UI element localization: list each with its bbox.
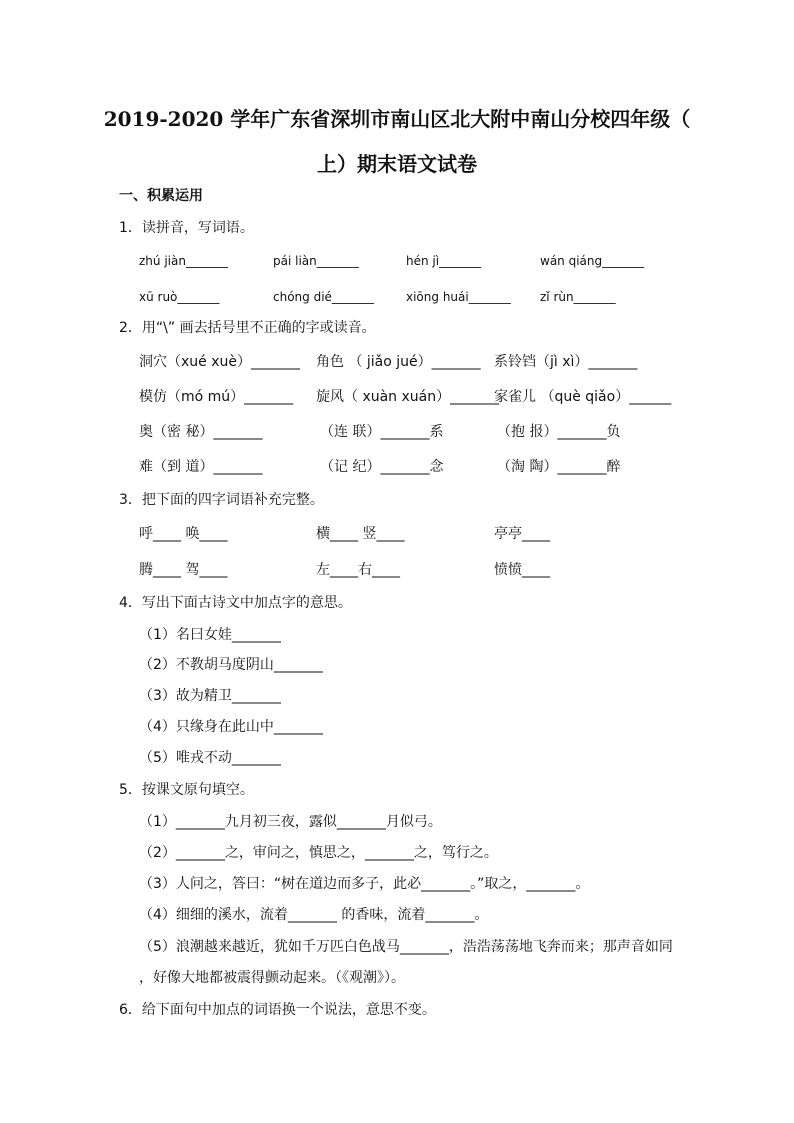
choice-item: 旋风（ xuàn xuán）_______	[316, 389, 500, 405]
fill-in-item: （2）_______之，审问之，慎思之，_______之，笃行之。	[139, 845, 498, 861]
poem-item: （5）唯戎不动_______	[139, 750, 281, 766]
question-1-prompt: 1．读拼音，写词语。	[119, 220, 254, 236]
question-5-prompt: 5．按课文原句填空。	[119, 782, 254, 798]
fill-in-item: （4）细细的溪水，流着_______ 的香味，流着_______。	[139, 907, 489, 923]
page-title: 2019-2020 学年广东省深圳市南山区北大附中南山分校四年级（	[103, 107, 691, 131]
pinyin-item: zhú jiàn_______	[139, 254, 228, 268]
idiom-item: 愤愤____	[494, 562, 550, 578]
choice-item: 奥（密 秘）_______	[139, 424, 263, 440]
pinyin-item: chóng dié_______	[273, 290, 374, 304]
choice-item: （记 纪）_______念	[320, 459, 444, 475]
idiom-item: 左____右____	[316, 562, 400, 578]
choice-item: （淘 陶）_______醉	[497, 459, 621, 475]
idiom-item: 横____ 竖____	[316, 526, 405, 542]
choice-item: 洞穴（xué xuè）_______	[139, 354, 300, 370]
question-3-prompt: 3．把下面的四字词语补充完整。	[119, 492, 324, 508]
idiom-item: 腾____ 驾____	[139, 562, 228, 578]
section-heading: 一、积累运用	[119, 188, 203, 204]
choice-item: （连 联）_______系	[320, 424, 444, 440]
pinyin-item: xū ruò_______	[139, 290, 220, 304]
poem-item: （2）不教胡马度阴山_______	[139, 657, 323, 673]
choice-item: 难（到 道）_______	[139, 459, 263, 475]
choice-item: 模仿（mó mú）_______	[139, 389, 294, 405]
choice-item: 家雀儿 （què qiǎo）______	[494, 389, 672, 405]
choice-item: （抱 报）_______负	[497, 424, 621, 440]
pinyin-item: wán qiáng_______	[540, 254, 645, 268]
pinyin-item: pái liàn_______	[273, 254, 359, 268]
choice-item: 角色 （ jiǎo jué）_______	[316, 354, 481, 370]
choice-item: 系铃铛（jì xì）_______	[494, 354, 638, 370]
idiom-item: 亭亭____	[494, 526, 550, 542]
question-2-prompt: 2．用“\” 画去括号里不正确的字或读音。	[119, 320, 376, 336]
fill-in-item: （1）_______九月初三夜，露似_______月似弓。	[139, 814, 442, 830]
fill-in-item-continued: ，好像大地都被震得颤动起来。（《观潮》）。	[139, 970, 405, 986]
pinyin-item: xiōng huái_______	[406, 290, 511, 304]
question-4-prompt: 4．写出下面古诗文中加点字的意思。	[119, 595, 352, 611]
question-6-prompt: 6．给下面句中加点的词语换一个说法，意思不变。	[119, 1002, 436, 1018]
pinyin-item: hén jì_______	[406, 254, 482, 268]
poem-item: （4）只缘身在此山中_______	[139, 719, 323, 735]
poem-item: （3）故为精卫_______	[139, 688, 281, 704]
fill-in-item: （5）浪潮越来越近，犹如千万匹白色战马_______，浩浩荡荡地飞奔而来；那声音如同	[139, 939, 673, 955]
pinyin-item: zǐ rùn_______	[540, 290, 616, 304]
poem-item: （1）名曰女娃_______	[139, 627, 281, 643]
idiom-item: 呼____ 唤____	[139, 526, 228, 542]
fill-in-item: （3）人问之，答曰：“树在道边而多子，此必_______。”取之，_______。	[139, 876, 590, 892]
page-title-continued: 上）期末语文试卷	[317, 152, 477, 176]
